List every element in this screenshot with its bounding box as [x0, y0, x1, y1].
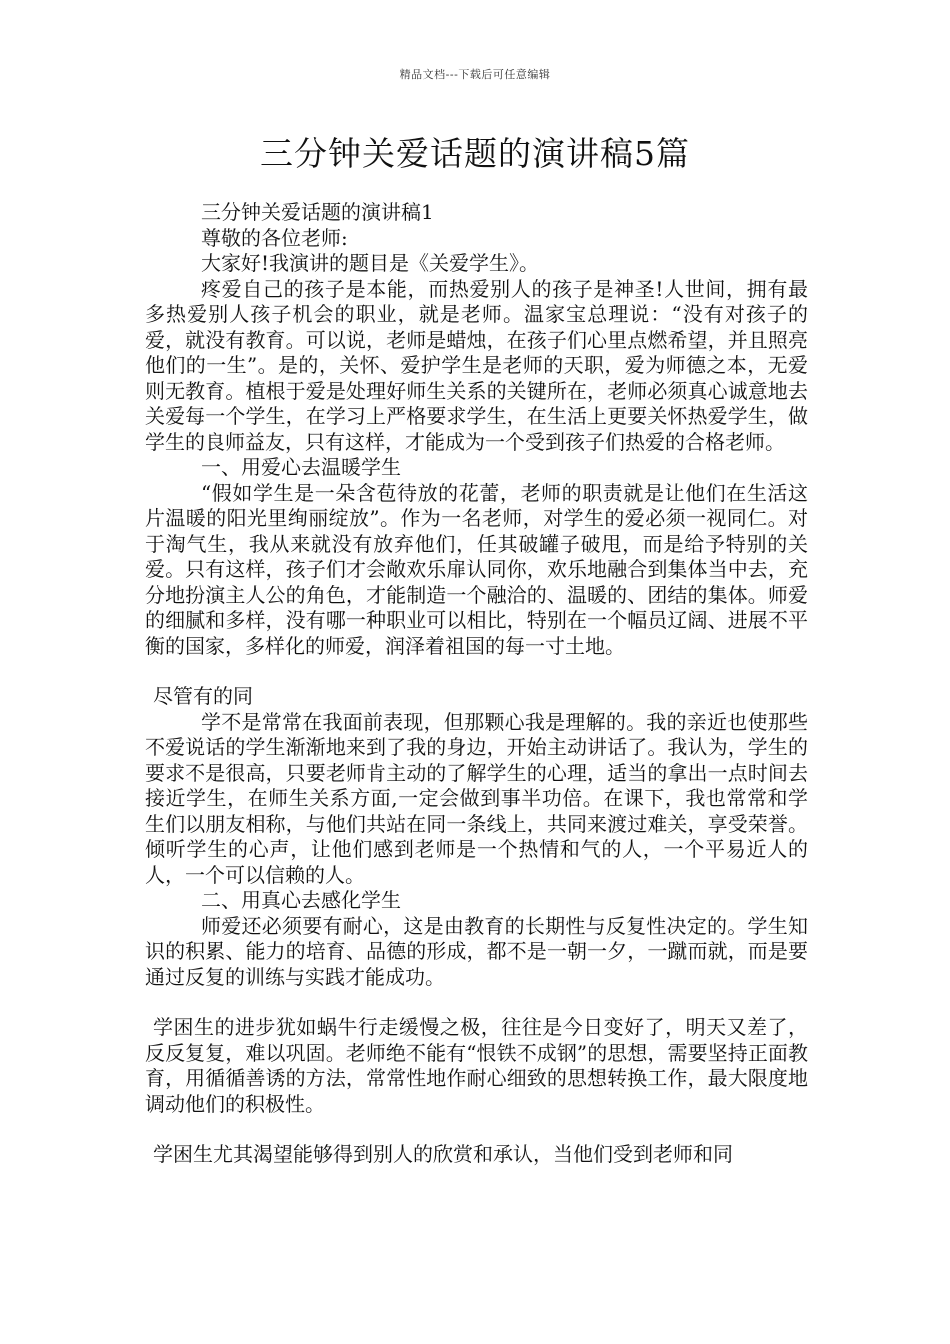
section-heading-1: 三分钟关爱话题的演讲稿1 [201, 200, 434, 224]
salutation: 尊敬的各位老师: [201, 225, 348, 250]
body-paragraph: 学困生尤其渴望能够得到别人的欣赏和承认，当他们受到老师和同 [153, 1142, 733, 1166]
paragraph-gap [145, 659, 808, 684]
body-paragraph: 学不是常常在我面前表现，但那颗心我是理解的。我的亲近也使那些不爱说话的学生渐渐地来到了我的身边，开始主动讲话了。我认为，学生的要求不是很高，只要老师肯主动的了解学生的心理，适当的拿出一点时间去接近学生，在师生关系方面,一定会做到事半功倍。在课下，我也常常和学生们以朋友相称，与他们共站在同一条线上，共同来渡过难关，享受荣誉。倾听学生的心声，让他们感到老师是一个热情和气的人，一个平易近人的人，一个可以信赖的人。 [145, 709, 808, 887]
document-title: 三分钟关爱话题的演讲稿5篇 [260, 134, 690, 173]
paragraph-gap [145, 990, 808, 1015]
subheading-2: 二、用真心去感化学生 [201, 888, 401, 912]
header-note: 精品文档---下载后可任意编辑 [399, 68, 551, 81]
document-body [145, 200, 808, 1168]
body-paragraph: 学困生的进步犹如蜗牛行走缓慢之极，往往是今日变好了，明天又差了，反反复复，难以巩固。老师绝不能有“恨铁不成钢”的思想，需要坚持正面教育，用循循善诱的方法，常常性地作耐心细致的思想转换工作，最大限度地调动他们的积极性。 [145, 1015, 808, 1116]
body-paragraph: 师爱还必须要有耐心，这是由教育的长期性与反复性决定的。学生知识的积累、能力的培育、品德的形成，都不是一朝一夕，一蹴而就，而是要通过反复的训练与实践才能成功。 [145, 913, 808, 989]
body-paragraph: “假如学生是一朵含苞待放的花蕾，老师的职责就是让他们在生活这片温暖的阳光里绚丽绽放”。作为一名老师，对学生的爱必须一视同仁。对于淘气生，我从来就没有放弃他们，任其破罐子破甩，而是给予特别的关爱。只有这样，孩子们才会敞欢乐扉认同你，欢乐地融合到集体当中去，充分地扮演主人公的角色，才能制造一个融洽的、温暖的、团结的集体。师爱的细腻和多样，没有哪一种职业可以相比，特别在一个幅员辽阔、进展不平衡的国家，多样化的师爱，润泽着祖国的每一寸土地。 [145, 480, 808, 658]
greeting-paragraph: 大家好!我演讲的题目是《关爱学生》。 [201, 251, 540, 275]
paragraph-gap [145, 1117, 808, 1142]
fragment-line: 尽管有的同 [153, 684, 253, 708]
subheading-1: 一、用爱心去温暖学生 [201, 455, 401, 479]
body-paragraph: 疼爱自己的孩子是本能，而热爱别人的孩子是神圣!人世间，拥有最多热爱别人孩子机会的职业，就是老师。温家宝总理说：“没有对孩子的爱，就没有教育。可以说，老师是蜡烛，在孩子们心里点燃希望，并且照亮他们的一生”。是的，关怀、爱护学生是老师的天职，爱为师德之本，无爱则无教育。植根于爱是处理好师生关系的关键所在，老师必须真心诚意地去关爱每一个学生，在学习上严格要求学生，在生活上更要关怀热爱学生，做学生的良师益友，只有这样，才能成为一个受到孩子们热爱的合格老师。 [145, 276, 808, 454]
